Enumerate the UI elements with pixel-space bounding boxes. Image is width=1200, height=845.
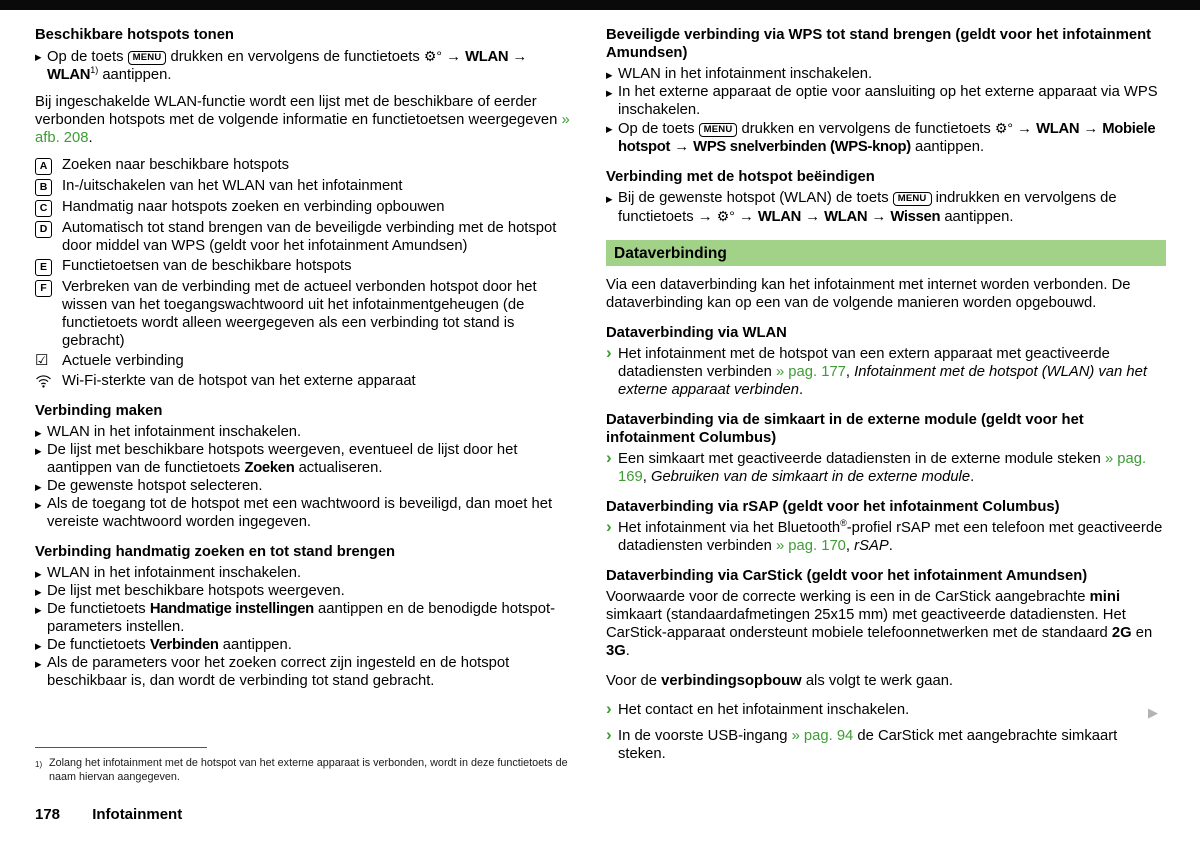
function-key-wps: WPS snelverbinden (WPS-knop) [693,139,911,155]
legend-text [62,352,576,370]
function-key-mobiele-hotspot: Mobiele hotspot [618,121,1156,155]
text-segment: -profiel rSAP met een telefoon met geactiveerde datadiensten verbinden [618,520,1163,554]
legend-item-a [35,156,576,175]
chevron-item [606,450,1166,486]
heading-dataverbinding-wlan: Dataverbinding via WLAN [606,325,787,341]
text-segment: als volgt te werk gaan. [801,673,954,689]
legend-item-c [35,198,576,217]
bullet-item [35,636,576,654]
bullet-item [35,495,576,531]
function-key-wlan: WLAN [824,209,868,225]
footnote-row [35,757,580,784]
legend-icon-wrap [35,156,53,175]
legend-item-wifi-strength [35,372,576,390]
bullet-text [47,601,555,635]
bullet-text [47,583,345,599]
text-segment: Wi-Fi-sterkte van de hotspot van het externe apparaat [62,373,416,389]
footnote-text: Zolang het infotainment met de hotspot van het externe apparaat is verbonden, wordt in deze functietoets de naam hiervan aangegeven. [49,757,568,783]
bullet-item [35,564,576,582]
legend-icon-wrap [35,257,53,276]
chevron-item [606,345,1166,399]
page-link-170[interactable]: » pag. 170 [775,538,846,554]
text-segment: → [508,49,528,65]
text-segment: Het contact en het infotainment inschakelen. [618,702,910,718]
text-segment: De lijst met beschikbare hotspots weergeven. [47,583,345,599]
segment-sup: ® [840,518,847,529]
legend-icon-wrap [35,278,53,350]
paragraph-dataverbinding-intro [606,276,1166,312]
paragraph-wlan-lijst [35,93,576,147]
legend-item-b [35,177,576,196]
bullet-text [47,655,509,689]
segment-b: mini [1089,589,1121,605]
text-segment: WLAN in het infotainment inschakelen. [47,565,302,581]
callout-box-d: D [35,221,52,238]
footnote-rule [35,747,207,748]
paragraph-verbindingsopbouw [606,672,1166,690]
heading-wps-verbinding: Beveiligde verbinding via WPS tot stand brengen (geldt voor het infotainment Amundsen) [606,27,1152,61]
text-segment: WLAN in het infotainment inschakelen. [47,424,302,440]
text-segment: aantippen. [910,139,985,155]
text-segment: Bij ingeschakelde WLAN-functie wordt een lijst met de beschikbare of eerder verbonden hotspots met de volgende informatie en functietoetsen weergegeven [35,94,562,128]
legend-item-e [35,257,576,276]
legend-text [62,257,576,276]
text-segment: . [88,130,93,146]
setup-gear-icon: ⚙° [716,208,735,224]
page-link-94[interactable]: » pag. 94 [791,728,854,744]
bullet-item [606,119,1166,156]
bullet-text [47,49,527,83]
text-segment: Bij de gewenste hotspot (WLAN) de toets [618,190,893,206]
segment-b: 3G [606,643,626,659]
legend-item-d [35,219,576,255]
function-key-verbinden: Verbinden [149,637,219,653]
legend-text [62,156,576,175]
bullet-text [618,66,872,82]
footnote-marker: 1) [35,760,43,769]
heading-hotspot-beeindigen: Verbinding met de hotspot beëindigen [606,169,875,185]
function-key-handmatige-instellingen: Handmatige instellingen [149,601,314,617]
footnote-ref: 1) [90,65,99,76]
heading-dataverbinding-simkaart: Dataverbinding via de simkaart in de externe module (geldt voor het infotainment Columbus) [606,412,1084,446]
bullet-item [35,600,576,636]
bullet-item [35,423,576,441]
left-column [35,26,576,690]
text-segment: → [801,209,825,225]
bullet-item [35,654,576,690]
legend-item-current-connection [35,352,576,370]
text-segment: Verbreken van de verbinding met de actueel verbonden hotspot door het wissen van het toegangswachtwoord uit het infotainmentgeheugen (de functietoets wordt alleen weergegeven als een verbinding tot stand is gebracht) [62,279,537,349]
chevron-text [618,451,1146,485]
checkbox-checked-icon: ☑ [35,352,49,369]
heading-beschikbare-hotspots: Beschikbare hotspots tonen [35,27,234,43]
figure-link[interactable]: » afb. 208 [35,112,570,146]
text-segment: → [670,139,694,155]
text-segment: aantippen. [98,67,172,83]
text-segment: → [442,49,466,65]
bullet-text [47,478,263,494]
bullet-item [606,189,1166,226]
text-segment: WLAN in het infotainment inschakelen. [618,66,873,82]
continuation-arrow-icon [1148,705,1158,721]
text-segment: Zoeken naar beschikbare hotspots [62,157,290,173]
function-key-wlan: WLAN [47,67,91,83]
legend-icon-wrap [35,219,53,255]
legend-icon-wrap [35,177,53,196]
text-segment: Het infotainment via het Bluetooth [618,520,841,536]
callout-box-c: C [35,200,52,217]
chevron-text [618,728,1117,762]
setup-gear-icon: ⚙° [423,48,443,64]
text-segment: , [845,364,855,380]
page-link-177[interactable]: » pag. 177 [775,364,846,380]
bullet-item [35,441,576,477]
text-segment: simkaart (standaardafmetingen 25x15 mm) met geactiveerde datadiensten. Het CarStick-apparaat ondersteunt mobiele telefoonnetwerken met de standaard [606,607,1126,641]
text-segment: , [642,469,651,485]
segment-i: Infotainment met de hotspot (WLAN) van het externe apparaat verbinden [618,364,1147,398]
text-segment: en [1131,625,1153,641]
text-segment: De functietoets [47,637,150,653]
footnote [35,747,580,784]
text-segment: Op de toets [47,49,128,65]
text-segment: Actuele verbinding [62,353,184,369]
text-segment: . [625,643,630,659]
legend-text [62,219,576,255]
text-segment: Functietoetsen van de beschikbare hotspots [62,258,352,274]
function-key-wlan: WLAN [465,49,509,65]
setup-gear-icon: ⚙° [994,120,1014,136]
text-segment: actualiseren. [294,460,383,476]
chevron-item [606,519,1166,555]
text-segment: de CarStick met aangebrachte simkaart steken. [618,728,1118,762]
bullet-text [47,496,552,530]
legend-text [62,177,576,196]
chevron-item [606,727,1166,763]
bullet-item [35,477,576,495]
text-segment: In-/uitschakelen van het WLAN van het infotainment [62,178,403,194]
section-header-label: Dataverbinding [614,245,727,262]
legend-icon-wrap [35,198,53,217]
text-segment: Als de toegang tot de hotspot met een wachtwoord is beveiligd, dan moet het vereiste wachtwoord worden ingegeven. [47,496,553,530]
paragraph-carstick-voorwaarde [606,588,1166,660]
text-segment: De functietoets [47,601,150,617]
text-segment: → [867,209,891,225]
text-segment: drukken en vervolgens de functietoets [166,49,424,65]
text-segment: De gewenste hotspot selecteren. [47,478,263,494]
right-column [606,26,1166,763]
segment-i: Gebruiken van de simkaart in de externe module [650,469,971,485]
text-segment: indrukken en vervolgens de functietoets → [618,190,1117,225]
text-segment: , [845,538,855,554]
chevron-item [606,701,1166,719]
chevron-text [618,346,1147,398]
wifi-signal-icon [35,372,53,390]
text-segment: In het externe apparaat de optie voor aansluiting op het externe apparaat via WPS inschakelen. [618,84,1158,118]
text-segment: Een simkaart met geactiveerde datadiensten in de externe module steken [618,451,1105,467]
text-segment: Handmatig naar hotspots zoeken en verbinding opbouwen [62,199,445,215]
heading-verbinding-handmatig: Verbinding handmatig zoeken en tot stand brengen [35,544,396,560]
function-key-zoeken: Zoeken [244,460,295,476]
bullet-text [47,424,301,440]
page-footer [35,806,182,823]
bullet-text [47,637,292,653]
legend-text [62,198,576,217]
text-segment: Op de toets [618,121,699,137]
chapter-name: Infotainment [92,806,183,823]
callout-box-b: B [35,179,52,196]
legend-list [35,156,576,390]
heading-verbinding-maken: Verbinding maken [35,403,163,419]
bullet-text [47,565,301,581]
section-header-dataverbinding [606,240,1166,266]
text-segment: Als de parameters voor het zoeken correct zijn ingesteld en de hotspot beschikbaar is, dan wordt de verbinding tot stand gebracht. [47,655,510,689]
text-segment: aantippen. [218,637,292,653]
callout-box-a: A [35,158,52,175]
text-segment: drukken en vervolgens de functietoets [737,121,995,137]
bullet-text [47,442,517,476]
heading-dataverbinding-rsap: Dataverbinding via rSAP (geldt voor het infotainment Columbus) [606,499,1060,515]
chevron-text [618,520,1162,554]
function-key-wlan: WLAN [757,209,802,225]
bullet-item [35,47,576,84]
text-segment: Het infotainment met de hotspot van een extern apparaat met geactiveerde datadiensten verbinden [618,346,1110,380]
bullet-item [35,582,576,600]
heading-dataverbinding-carstick: Dataverbinding via CarStick (geldt voor het infotainment Amundsen) [606,568,1088,584]
bullet-text [618,84,1158,118]
page-number: 178 [35,806,61,823]
text-segment: In de voorste USB-ingang [618,728,792,744]
text-segment: → [734,209,758,225]
text-segment: aantippen en de benodigde hotspot-parameters instellen. [47,601,556,635]
text-segment: → [1013,121,1037,137]
legend-text [62,372,576,390]
text-segment: Via een dataverbinding kan het infotainment met internet worden verbonden. De dataverbinding kan op een van de volgende manieren worden opgebouwd. [606,277,1131,311]
callout-box-e: E [35,259,52,276]
legend-text [62,278,576,350]
callout-box-f: F [35,280,52,297]
text-segment: . [970,469,975,485]
bullet-text [618,190,1117,225]
text-segment: Voorwaarde voor de correcte werking is een in de CarStick aangebrachte [606,589,1090,605]
text-segment: Automatisch tot stand brengen van de beveiligde verbinding met de hotspot door middel van WPS (geldt voor het infotainment Amundsen) [62,220,557,254]
legend-item-f [35,278,576,350]
menu-key: MENU [128,51,167,65]
segment-b: verbindingsopbouw [661,673,802,689]
text-segment: . [798,382,804,398]
menu-key: MENU [893,192,932,206]
text-segment: aantippen. [940,209,1014,225]
bullet-text [618,121,1155,155]
function-key-wissen: Wissen [890,209,941,225]
function-key-wlan: WLAN [1036,121,1080,137]
segment-b: 2G [1111,625,1132,641]
segment-i: rSAP [854,538,889,554]
menu-key: MENU [699,123,738,137]
text-segment: Voor de [606,673,662,689]
chevron-text [618,702,909,718]
bullet-item [606,65,1166,83]
bullet-item [606,83,1166,119]
text-segment: → [1079,121,1103,137]
page-link-169[interactable]: » pag. 169 [618,451,1147,485]
text-segment: De lijst met beschikbare hotspots weergeven, eventueel de lijst door het aantippen van de functietoets [47,442,518,476]
top-bar [0,0,1200,10]
text-segment: . [888,538,893,554]
